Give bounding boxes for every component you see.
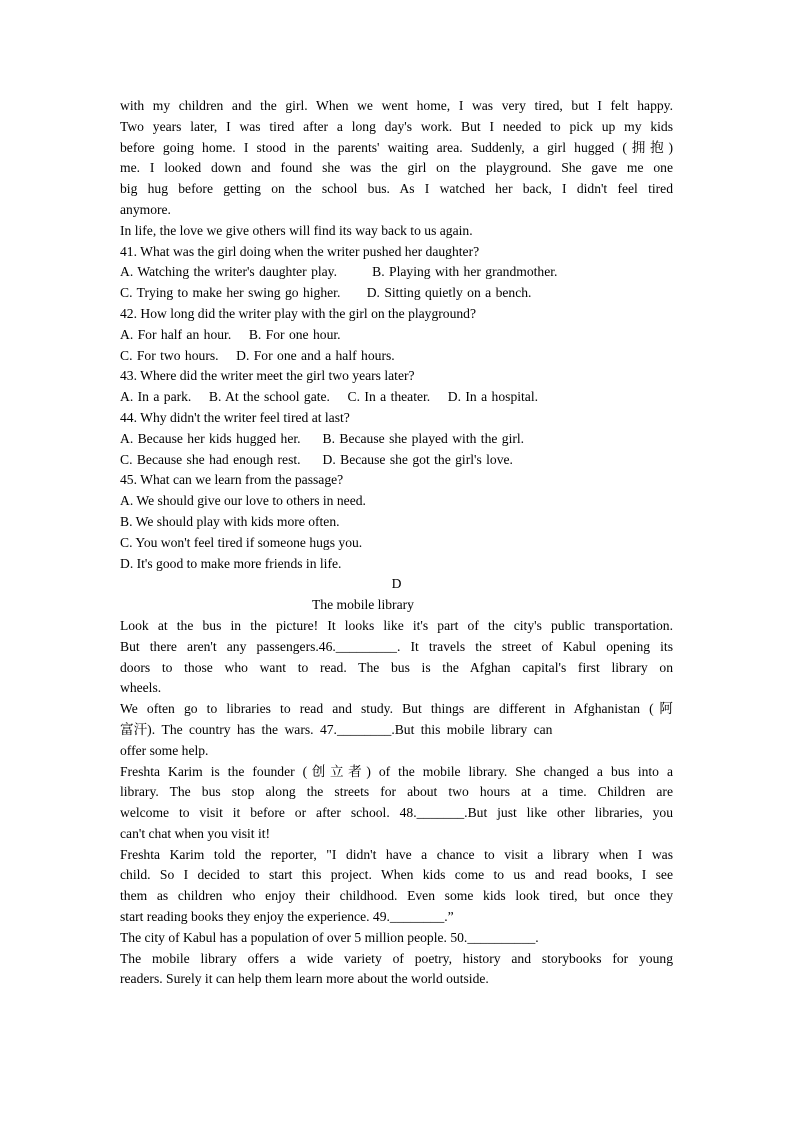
passage-line: In life, the love we give others will find its way back to us again.	[120, 222, 473, 238]
answer-options: A. For half an hour. B. For one hour.	[120, 326, 341, 342]
passage-line: me. I looked down and found she was the girl on the playground. She gave me one	[120, 160, 673, 176]
passage-line: wheels.	[120, 680, 162, 696]
answer-option: D. It's good to make more friends in life.	[120, 555, 342, 571]
answer-options: A. Because her kids hugged her. B. Because she played with the girl.	[120, 430, 525, 446]
passage-line: We often go to libraries to read and study. But things are different in Afghanistan (阿	[120, 701, 673, 717]
question-stem: 44. Why didn't the writer feel tired at last?	[120, 409, 350, 425]
section-title: The mobile library	[312, 597, 414, 613]
passage-line: But there aren't any passengers.46._________. It travels the street of Kabul opening its	[120, 638, 673, 654]
answer-options: C. Trying to make her swing go higher. D. Sitting quietly on a bench.	[120, 285, 532, 301]
document-page	[120, 96, 673, 990]
passage-line: library. The bus stop along the streets for about two hours at a time. Children are	[120, 784, 673, 800]
passage-line: 富汗). The country has the wars. 47.________.But this mobile library can	[120, 721, 553, 737]
question-stem: 45. What can we learn from the passage?	[120, 472, 344, 488]
answer-options: A. Watching the writer's daughter play. B. Playing with her grandmother.	[120, 264, 558, 280]
section-letter: D	[391, 576, 402, 592]
passage-line: child. So I decided to start this project. When kids come to us and read books, I see	[120, 867, 673, 883]
questions-41-45	[120, 242, 673, 575]
question-stem: 43. Where did the writer meet the girl two years later?	[120, 368, 415, 384]
passage-line: doors to those who want to read. The bus is the Afghan capital's first library on	[120, 659, 673, 675]
passage-line: Freshta Karim is the founder (创立者) of the mobile library. She changed a bus into a	[120, 763, 673, 779]
section-d	[120, 574, 673, 990]
passage-line: The mobile library offers a wide variety of poetry, history and storybooks for young	[120, 950, 673, 966]
passage-line: readers. Surely it can help them learn more about the world outside.	[120, 971, 489, 987]
passage-line: welcome to visit it before or after school. 48._______.But just like other libraries, you	[120, 805, 673, 821]
answer-options: A. In a park. B. At the school gate. C. In a theater. D. In a hospital.	[120, 389, 538, 405]
question-stem: 42. How long did the writer play with the girl on the playground?	[120, 305, 477, 321]
answer-options: C. Because she had enough rest. D. Because she got the girl's love.	[120, 451, 513, 467]
answer-option: C. You won't feel tired if someone hugs you.	[120, 534, 363, 550]
passage-line: with my children and the girl. When we went home, I was very tired, but I felt happy.	[120, 98, 673, 113]
passage-line: can't chat when you visit it!	[120, 825, 271, 841]
answer-option: B. We should play with kids more often.	[120, 513, 340, 529]
passage-line: Two years later, I was tired after a long day's work. But I needed to pick up my kids	[120, 118, 673, 134]
passage-line: Look at the bus in the picture! It looks like it's part of the city's public transportation.	[120, 617, 673, 633]
answer-option: A. We should give our love to others in need.	[120, 493, 366, 509]
passage-line: them as children who enjoy their childhood. Even some kids look tired, but once they	[120, 888, 673, 904]
passage-line: before going home. I stood in the parents' waiting area. Suddenly, a girl hugged (拥抱)	[120, 139, 673, 155]
passage-c-text	[120, 96, 673, 242]
passage-line: start reading books they enjoy the experience. 49.________.”	[120, 909, 454, 925]
passage-line: anymore.	[120, 201, 171, 217]
passage-line: The city of Kabul has a population of over 5 million people. 50.__________.	[120, 929, 539, 945]
passage-line: big hug before getting on the school bus. As I watched her back, I didn't feel tired	[120, 181, 673, 197]
passage-line: Freshta Karim told the reporter, "I didn't have a chance to visit a library when I was	[120, 846, 673, 862]
answer-options: C. For two hours. D. For one and a half hours.	[120, 347, 395, 363]
question-stem: 41. What was the girl doing when the writer pushed her daughter?	[120, 243, 480, 259]
passage-line: offer some help.	[120, 742, 209, 758]
